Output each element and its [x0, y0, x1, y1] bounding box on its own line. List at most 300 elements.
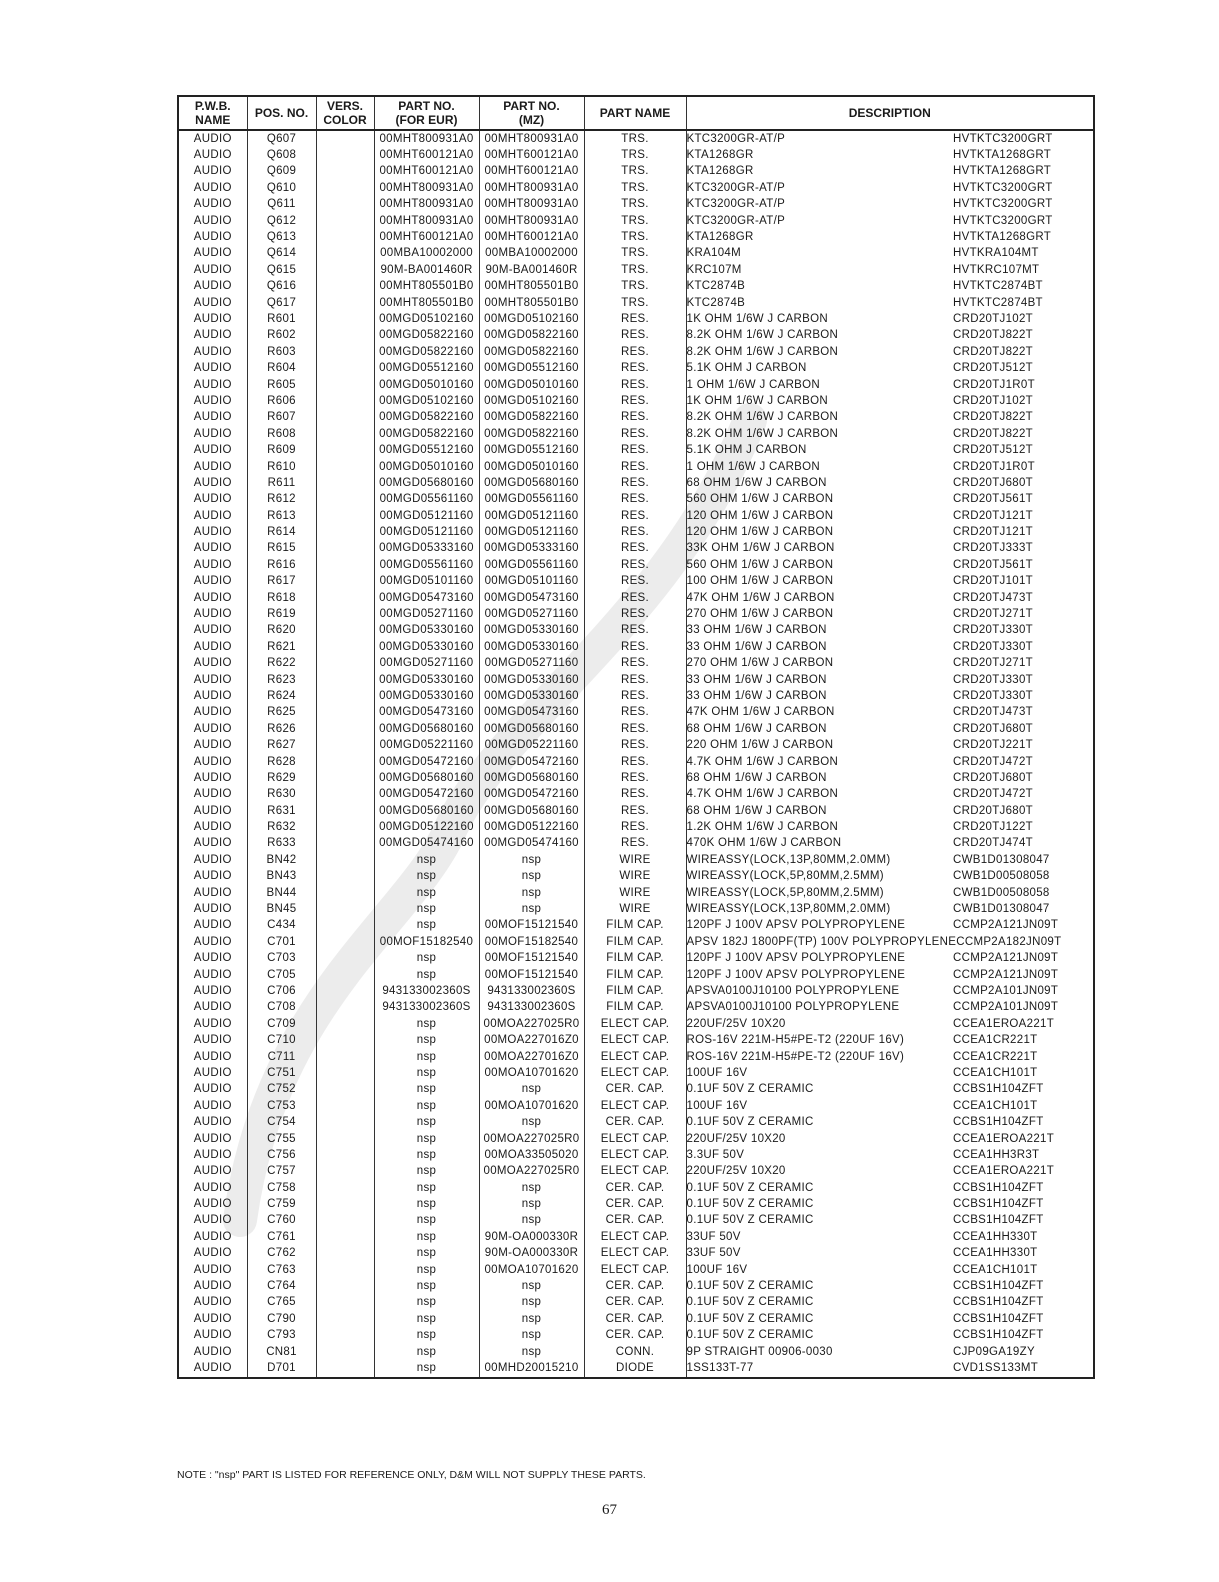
description-code: CRD20TJ221T	[953, 739, 1033, 752]
vers-color-cell	[316, 590, 374, 606]
pos-no-cell: R611	[247, 475, 316, 491]
col-header-pwb-name: P.W.B. NAME	[178, 96, 247, 130]
vers-color-cell	[316, 557, 374, 573]
description-text: 1.2K OHM 1/6W J CARBON	[686, 821, 839, 834]
description-cell	[686, 1311, 1094, 1327]
part-no-mz-cell: 00MOF15121540	[479, 951, 584, 967]
description-text: 47K OHM 1/6W J CARBON	[686, 706, 835, 719]
description-cell	[686, 1229, 1094, 1245]
description-text: ROS-16V 221M-H5#PE-T2 (220UF 16V)	[686, 1034, 905, 1047]
part-no-mz-cell: 00MHT800931A0	[479, 180, 584, 196]
pwb-name-cell: AUDIO	[178, 967, 247, 983]
table-row	[178, 967, 1094, 983]
part-name-cell: FILM CAP.	[584, 983, 686, 999]
pwb-name-cell: AUDIO	[178, 1213, 247, 1229]
part-no-eur-cell: 00MHT800931A0	[374, 180, 479, 196]
pwb-name-cell: AUDIO	[178, 1278, 247, 1294]
description-cell	[686, 1082, 1094, 1098]
pwb-name-cell: AUDIO	[178, 492, 247, 508]
description-cell	[686, 951, 1094, 967]
vers-color-cell	[316, 1147, 374, 1163]
pos-no-cell: C760	[247, 1213, 316, 1229]
pos-no-cell: CN81	[247, 1344, 316, 1360]
pos-no-cell: R608	[247, 426, 316, 442]
description-cell	[686, 328, 1094, 344]
vers-color-cell	[316, 524, 374, 540]
part-no-mz-cell: 00MGD05221160	[479, 737, 584, 753]
part-no-mz-cell: 00MGD05010160	[479, 459, 584, 475]
table-row	[178, 688, 1094, 704]
vers-color-cell	[316, 279, 374, 295]
description-text: APSVA0100J10100 POLYPROPYLENE	[686, 1001, 900, 1014]
table-row	[178, 1098, 1094, 1114]
part-name-cell: TRS.	[584, 262, 686, 278]
description-cell	[686, 1049, 1094, 1065]
description-text: KTA1268GR	[686, 165, 754, 178]
description-text: 8.2K OHM 1/6W J CARBON	[686, 427, 839, 440]
part-name-cell: RES.	[584, 524, 686, 540]
description-cell	[686, 1164, 1094, 1180]
part-no-mz-cell: 00MGD05822160	[479, 344, 584, 360]
table-row	[178, 656, 1094, 672]
table-row	[178, 1147, 1094, 1163]
description-cell	[686, 787, 1094, 803]
pos-no-cell: C703	[247, 951, 316, 967]
table-row	[178, 770, 1094, 786]
part-no-mz-cell: 00MOA10701620	[479, 1262, 584, 1278]
table-row	[178, 1262, 1094, 1278]
table-row	[178, 328, 1094, 344]
description-text: 0.1UF 50V Z CERAMIC	[686, 1329, 814, 1342]
pos-no-cell: BN43	[247, 869, 316, 885]
table-row	[178, 951, 1094, 967]
part-name-cell: RES.	[584, 492, 686, 508]
part-no-mz-cell: nsp	[479, 1082, 584, 1098]
pwb-name-cell: AUDIO	[178, 1360, 247, 1377]
part-name-cell: RES.	[584, 410, 686, 426]
part-no-mz-cell: 00MOA33505020	[479, 1147, 584, 1163]
part-name-cell: RES.	[584, 459, 686, 475]
part-no-mz-cell: 00MGD05010160	[479, 377, 584, 393]
description-cell	[686, 1344, 1094, 1360]
part-no-mz-cell: nsp	[479, 1278, 584, 1294]
col-header-pos-no: POS. NO.	[247, 96, 316, 130]
description-cell	[686, 1180, 1094, 1196]
part-no-mz-cell: 00MGD05330160	[479, 688, 584, 704]
pwb-name-cell: AUDIO	[178, 1328, 247, 1344]
pos-no-cell: R614	[247, 524, 316, 540]
description-code: CJP09GA19ZY	[953, 1345, 1035, 1358]
part-no-eur-cell: nsp	[374, 951, 479, 967]
pwb-name-cell: AUDIO	[178, 672, 247, 688]
description-text: 220 OHM 1/6W J CARBON	[686, 739, 834, 752]
table-row	[178, 1000, 1094, 1016]
description-cell	[686, 1016, 1094, 1032]
pos-no-cell: R629	[247, 770, 316, 786]
description-code: CCEA1CR221T	[953, 1034, 1038, 1047]
description-cell	[686, 197, 1094, 213]
pos-no-cell: C765	[247, 1295, 316, 1311]
pwb-name-cell: AUDIO	[178, 705, 247, 721]
description-text: 120PF J 100V APSV POLYPROPYLENE	[686, 968, 906, 981]
part-name-cell: CER. CAP.	[584, 1311, 686, 1327]
part-no-mz-cell: 00MGD05822160	[479, 426, 584, 442]
pos-no-cell: C759	[247, 1196, 316, 1212]
table-row	[178, 147, 1094, 163]
description-text: 120PF J 100V APSV POLYPROPYLENE	[686, 952, 906, 965]
description-code: CRD20TJ121T	[953, 509, 1033, 522]
part-name-cell: RES.	[584, 705, 686, 721]
pwb-name-cell: AUDIO	[178, 311, 247, 327]
part-no-mz-cell: 00MGD05271160	[479, 656, 584, 672]
part-no-eur-cell: 00MGD05330160	[374, 623, 479, 639]
pos-no-cell: R607	[247, 410, 316, 426]
part-no-mz-cell: 00MHT800931A0	[479, 197, 584, 213]
part-no-eur-cell: 00MGD05472160	[374, 754, 479, 770]
part-no-eur-cell: 00MGD05680160	[374, 803, 479, 819]
description-text: 0.1UF 50V Z CERAMIC	[686, 1198, 814, 1211]
pos-no-cell: R605	[247, 377, 316, 393]
vers-color-cell	[316, 1213, 374, 1229]
part-name-cell: ELECT CAP.	[584, 1065, 686, 1081]
pos-no-cell: C751	[247, 1065, 316, 1081]
description-cell	[686, 1098, 1094, 1114]
description-cell	[686, 344, 1094, 360]
part-no-mz-cell: nsp	[479, 901, 584, 917]
description-text: 220UF/25V 10X20	[686, 1132, 786, 1145]
part-name-cell: ELECT CAP.	[584, 1229, 686, 1245]
description-cell	[686, 918, 1094, 934]
vers-color-cell	[316, 934, 374, 950]
description-cell	[686, 901, 1094, 917]
pwb-name-cell: AUDIO	[178, 1344, 247, 1360]
description-code: HVTKTC3200GRT	[953, 181, 1053, 194]
pwb-name-cell: AUDIO	[178, 164, 247, 180]
part-name-cell: CONN.	[584, 1344, 686, 1360]
table-row	[178, 1114, 1094, 1130]
table-row	[178, 164, 1094, 180]
pos-no-cell: C710	[247, 1032, 316, 1048]
description-cell	[686, 508, 1094, 524]
description-cell	[686, 1295, 1094, 1311]
description-text: 8.2K OHM 1/6W J CARBON	[686, 345, 839, 358]
table-row	[178, 360, 1094, 376]
description-code: CCBS1H104ZFT	[953, 1280, 1044, 1293]
pwb-name-cell: AUDIO	[178, 1000, 247, 1016]
pos-no-cell: C705	[247, 967, 316, 983]
description-code: CRD20TJ122T	[953, 821, 1033, 834]
table-row	[178, 787, 1094, 803]
part-no-eur-cell: nsp	[374, 967, 479, 983]
part-name-cell: RES.	[584, 639, 686, 655]
vers-color-cell	[316, 656, 374, 672]
description-cell	[686, 492, 1094, 508]
part-name-cell: ELECT CAP.	[584, 1147, 686, 1163]
pos-no-cell: C764	[247, 1278, 316, 1294]
part-name-cell: WIRE	[584, 885, 686, 901]
vers-color-cell	[316, 197, 374, 213]
part-no-eur-cell: 00MGD05680160	[374, 475, 479, 491]
description-text: 220UF/25V 10X20	[686, 1165, 786, 1178]
part-no-mz-cell: 00MHT600121A0	[479, 229, 584, 245]
vers-color-cell	[316, 852, 374, 868]
pwb-name-cell: AUDIO	[178, 869, 247, 885]
description-code: CRD20TJ330T	[953, 624, 1033, 637]
pos-no-cell: R601	[247, 311, 316, 327]
pwb-name-cell: AUDIO	[178, 737, 247, 753]
part-name-cell: TRS.	[584, 147, 686, 163]
part-name-cell: ELECT CAP.	[584, 1098, 686, 1114]
description-code: HVTKTC2874BT	[953, 280, 1043, 293]
part-no-eur-cell: 00MGD05330160	[374, 688, 479, 704]
pwb-name-cell: AUDIO	[178, 1196, 247, 1212]
part-no-eur-cell: 00MOF15182540	[374, 934, 479, 950]
description-code: HVTKTC3200GRT	[953, 214, 1053, 227]
pos-no-cell: R621	[247, 639, 316, 655]
description-code: CRD20TJ512T	[953, 444, 1033, 457]
pwb-name-cell: AUDIO	[178, 606, 247, 622]
description-text: 8.2K OHM 1/6W J CARBON	[686, 411, 839, 424]
pwb-name-cell: AUDIO	[178, 1016, 247, 1032]
table-row	[178, 1344, 1094, 1360]
part-no-eur-cell: 00MGD05330160	[374, 639, 479, 655]
vers-color-cell	[316, 606, 374, 622]
description-code: CCBS1H104ZFT	[953, 1296, 1044, 1309]
part-name-cell: RES.	[584, 442, 686, 458]
vers-color-cell	[316, 885, 374, 901]
vers-color-cell	[316, 442, 374, 458]
pos-no-cell: C754	[247, 1114, 316, 1130]
vers-color-cell	[316, 787, 374, 803]
description-cell	[686, 1246, 1094, 1262]
pos-no-cell: Q614	[247, 246, 316, 262]
part-name-cell: FILM CAP.	[584, 1000, 686, 1016]
part-name-cell: RES.	[584, 508, 686, 524]
pwb-name-cell: AUDIO	[178, 541, 247, 557]
pos-no-cell: C756	[247, 1147, 316, 1163]
vers-color-cell	[316, 918, 374, 934]
description-text: KTA1268GR	[686, 149, 754, 162]
table-row	[178, 803, 1094, 819]
description-code: CRD20TJ472T	[953, 788, 1033, 801]
pwb-name-cell: AUDIO	[178, 426, 247, 442]
table-row	[178, 377, 1094, 393]
description-code: CCEA1HH330T	[953, 1247, 1038, 1260]
part-name-cell: ELECT CAP.	[584, 1049, 686, 1065]
part-name-cell: RES.	[584, 803, 686, 819]
table-row	[178, 492, 1094, 508]
vers-color-cell	[316, 262, 374, 278]
part-no-mz-cell: nsp	[479, 1344, 584, 1360]
parts-table-body	[178, 130, 1094, 1378]
pos-no-cell: R602	[247, 328, 316, 344]
part-no-mz-cell: 00MGD05512160	[479, 360, 584, 376]
vers-color-cell	[316, 311, 374, 327]
pwb-name-cell: AUDIO	[178, 524, 247, 540]
part-name-cell: TRS.	[584, 213, 686, 229]
pwb-name-cell: AUDIO	[178, 852, 247, 868]
description-cell	[686, 524, 1094, 540]
part-no-mz-cell: nsp	[479, 1180, 584, 1196]
vers-color-cell	[316, 1180, 374, 1196]
part-name-cell: RES.	[584, 770, 686, 786]
part-no-eur-cell: nsp	[374, 852, 479, 868]
description-text: 68 OHM 1/6W J CARBON	[686, 771, 827, 784]
description-text: ROS-16V 221M-H5#PE-T2 (220UF 16V)	[686, 1050, 905, 1063]
description-cell	[686, 852, 1094, 868]
description-text: 9P STRAIGHT 00906-0030	[686, 1345, 833, 1358]
vers-color-cell	[316, 295, 374, 311]
table-row	[178, 442, 1094, 458]
table-row	[178, 508, 1094, 524]
description-code: CCEA1HH330T	[953, 1230, 1038, 1243]
description-cell	[686, 705, 1094, 721]
description-code: CWB1D01308047	[953, 853, 1050, 866]
pwb-name-cell: AUDIO	[178, 197, 247, 213]
part-name-cell: RES.	[584, 426, 686, 442]
table-row	[178, 1196, 1094, 1212]
pos-no-cell: D701	[247, 1360, 316, 1377]
vers-color-cell	[316, 246, 374, 262]
part-name-cell: TRS.	[584, 229, 686, 245]
part-no-mz-cell: nsp	[479, 1213, 584, 1229]
description-text: KTC2874B	[686, 280, 746, 293]
part-no-mz-cell: nsp	[479, 1328, 584, 1344]
description-code: CCEA1EROA221T	[953, 1017, 1055, 1030]
table-row	[178, 1360, 1094, 1377]
vers-color-cell	[316, 1229, 374, 1245]
description-text: 68 OHM 1/6W J CARBON	[686, 722, 827, 735]
description-text: KTC3200GR-AT/P	[686, 181, 786, 194]
description-cell	[686, 1114, 1094, 1130]
part-no-eur-cell: nsp	[374, 1311, 479, 1327]
part-no-mz-cell: 00MOA227025R0	[479, 1164, 584, 1180]
pos-no-cell: R606	[247, 393, 316, 409]
vers-color-cell	[316, 688, 374, 704]
description-code: HVTKTC3200GRT	[953, 132, 1053, 145]
pwb-name-cell: AUDIO	[178, 1262, 247, 1278]
description-code: CWB1D00508058	[953, 886, 1050, 899]
description-text: 270 OHM 1/6W J CARBON	[686, 608, 834, 621]
table-row	[178, 934, 1094, 950]
part-name-cell: TRS.	[584, 246, 686, 262]
description-cell	[686, 377, 1094, 393]
description-cell	[686, 656, 1094, 672]
description-cell	[686, 279, 1094, 295]
table-header-row	[178, 96, 1094, 130]
pwb-name-cell: AUDIO	[178, 1114, 247, 1130]
description-code: HVTKRC107MT	[953, 263, 1040, 276]
part-name-cell: CER. CAP.	[584, 1295, 686, 1311]
vers-color-cell	[316, 705, 374, 721]
table-row	[178, 229, 1094, 245]
page-number: 67	[602, 1502, 617, 1518]
table-row	[178, 393, 1094, 409]
vers-color-cell	[316, 426, 374, 442]
part-name-cell: RES.	[584, 328, 686, 344]
pos-no-cell: C701	[247, 934, 316, 950]
vers-color-cell	[316, 754, 374, 770]
part-no-eur-cell: nsp	[374, 1213, 479, 1229]
part-name-cell: CER. CAP.	[584, 1213, 686, 1229]
part-name-cell: RES.	[584, 672, 686, 688]
part-no-eur-cell: 00MGD05102160	[374, 311, 479, 327]
pos-no-cell: R624	[247, 688, 316, 704]
part-no-eur-cell: 00MGD05010160	[374, 459, 479, 475]
part-no-eur-cell: nsp	[374, 918, 479, 934]
table-row	[178, 344, 1094, 360]
part-no-eur-cell: 00MHT800931A0	[374, 130, 479, 147]
part-name-cell: RES.	[584, 344, 686, 360]
part-name-cell: ELECT CAP.	[584, 1016, 686, 1032]
description-code: CCMP2A121JN09T	[953, 919, 1059, 932]
part-name-cell: TRS.	[584, 164, 686, 180]
table-row	[178, 180, 1094, 196]
description-cell	[686, 213, 1094, 229]
pwb-name-cell: AUDIO	[178, 639, 247, 655]
description-text: 120 OHM 1/6W J CARBON	[686, 509, 834, 522]
description-code: HVTKTA1268GRT	[953, 231, 1052, 244]
pos-no-cell: C757	[247, 1164, 316, 1180]
pos-no-cell: R615	[247, 541, 316, 557]
pos-no-cell: R613	[247, 508, 316, 524]
part-no-mz-cell: nsp	[479, 869, 584, 885]
part-no-eur-cell: nsp	[374, 1262, 479, 1278]
description-code: CRD20TJ121T	[953, 526, 1033, 539]
vers-color-cell	[316, 229, 374, 245]
part-no-eur-cell: 00MGD05101160	[374, 574, 479, 590]
pwb-name-cell: AUDIO	[178, 344, 247, 360]
vers-color-cell	[316, 541, 374, 557]
pos-no-cell: C758	[247, 1180, 316, 1196]
part-no-mz-cell: 00MGD05330160	[479, 639, 584, 655]
description-code: CRD20TJ680T	[953, 722, 1033, 735]
description-cell	[686, 639, 1094, 655]
part-no-mz-cell: 00MGD05473160	[479, 705, 584, 721]
table-row	[178, 197, 1094, 213]
description-text: 0.1UF 50V Z CERAMIC	[686, 1083, 814, 1096]
vers-color-cell	[316, 213, 374, 229]
part-no-eur-cell: 00MGD05473160	[374, 705, 479, 721]
table-row	[178, 623, 1094, 639]
part-no-mz-cell: 00MHT600121A0	[479, 147, 584, 163]
pos-no-cell: R610	[247, 459, 316, 475]
description-text: 0.1UF 50V Z CERAMIC	[686, 1181, 814, 1194]
part-name-cell: RES.	[584, 574, 686, 590]
description-text: WIREASSY(LOCK,5P,80MM,2.5MM)	[686, 886, 884, 899]
pwb-name-cell: AUDIO	[178, 1065, 247, 1081]
part-no-eur-cell: nsp	[374, 1114, 479, 1130]
pos-no-cell: R603	[247, 344, 316, 360]
pos-no-cell: C763	[247, 1262, 316, 1278]
part-no-eur-cell: 00MGD05010160	[374, 377, 479, 393]
pwb-name-cell: AUDIO	[178, 442, 247, 458]
part-name-cell: CER. CAP.	[584, 1114, 686, 1130]
part-no-mz-cell: 90M-OA000330R	[479, 1246, 584, 1262]
description-code: HVTKTA1268GRT	[953, 149, 1052, 162]
part-no-mz-cell: 00MOA227025R0	[479, 1016, 584, 1032]
col-header-description: DESCRIPTION	[686, 96, 1094, 130]
table-row	[178, 1295, 1094, 1311]
pwb-name-cell: AUDIO	[178, 885, 247, 901]
description-text: 0.1UF 50V Z CERAMIC	[686, 1296, 814, 1309]
part-no-mz-cell: 00MHT600121A0	[479, 164, 584, 180]
part-no-eur-cell: 00MBA10002000	[374, 246, 479, 262]
pos-no-cell: R631	[247, 803, 316, 819]
description-text: 470K OHM 1/6W J CARBON	[686, 837, 842, 850]
description-text: KTC3200GR-AT/P	[686, 198, 786, 211]
table-row	[178, 869, 1094, 885]
